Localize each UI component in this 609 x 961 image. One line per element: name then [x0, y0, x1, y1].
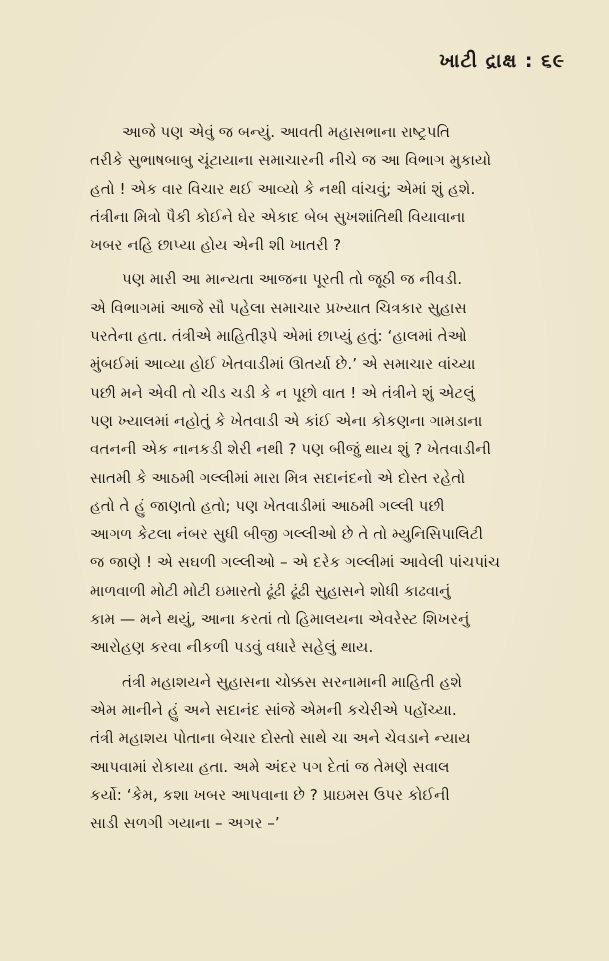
text-line: આપવામાં રોકાયા હતા. અમે અંદર પગ દેતાં જ તેમણે સવાલ	[90, 757, 450, 776]
text-line: ખબર નહિ છાપ્યા હોય એની શી ખાતરી ?	[90, 236, 342, 255]
text-line: હતો ! એક વાર વિચાર થઈ આવ્યો કે નથી વાંચવું; એમાં શું હશે.	[90, 179, 476, 198]
text-line: એ વિભાગમાં આજે સૌ પહેલા સમાચાર પ્રખ્યાત ચિત્રકાર સુહાસ	[90, 298, 467, 317]
text-line: તરીકે સુભાષબાબુ ચૂંટાયાના સમાચારની નીચે જ આ વિભાગ મુકાયો	[90, 151, 492, 170]
paragraph-3	[90, 668, 576, 838]
running-header: ખાટી દ્રાક્ષ : ૬૯	[439, 50, 565, 72]
text-line: એમ માનીને હું અને સદાનંદ સાંજે એમની કચેરીએ પહોંચ્યા.	[90, 700, 457, 719]
text-line: પછી મને એવી તો ચીડ ચડી કે ન પૂછો વાત ! એ તંત્રીને શું એટલું	[90, 383, 475, 402]
text-line: તંત્રી મહાશય પોતાના બેચાર દોસ્તો સાથે ચા અને ચેવડાને ન્યાય	[90, 729, 471, 748]
text-line: માળવાળી મોટી મોટી ઇમારતો ઢૂંઢી ઢૂંઢી સુહાસને શોધી કાઢવાનું	[90, 581, 451, 600]
text-line: પણ ખ્યાલમાં નહોતું કે ખેતવાડી એ કાંઈ એના કોકણના ગામડાના	[90, 411, 483, 430]
text-line: જ જાણે ! એ સઘળી ગલ્લીઓ – એ દરેક ગલ્લીમાં આવેલી પાંચપાંચ	[90, 553, 501, 572]
text-line: સાતમી કે આઠમી ગલ્લીમાં મારા મિત્ર સદાનંદનો એ દોસ્ત રહેતો	[90, 468, 466, 487]
text-line: પણ મારી આ માન્યતા આજના પૂરતી તો જૂઠી જ નીવડી.	[122, 270, 463, 289]
text-line: કામ — મને થયું, આના કરતાં તો હિમાલયના એવરેસ્ટ શિખરનું	[90, 610, 470, 629]
text-line: આગળ કેટલા નંબર સુધી બીજી ગલ્લીઓ છે તે તો મ્યુનિસિપાલિટી	[90, 525, 484, 544]
text-line: વતનની એક નાનકડી શેરી નથી ? પણ બીજું થાય શું ? ખેતવાડીની	[90, 440, 492, 459]
text-line: આજે પણ એવું જ બન્યું. આવતી મહાસભાના રાષ્ટ્રપતિ	[122, 123, 451, 141]
paragraph-1	[90, 118, 576, 259]
text-line: હતો તે હું જાણતો હતો; પણ ખેતવાડીમાં આઠમી ગલ્લી પછી	[90, 496, 445, 515]
paragraph-2	[90, 265, 576, 661]
text-line: કર્યો: ‘કેમ, કશા ખબર આપવાના છે ? પ્રાઇમસ ઉપર કોઈની	[90, 785, 450, 804]
text-line: તંત્રી મહાશયને સુહાસના ચોક્કસ સરનામાની માહિતી હશે	[122, 672, 463, 691]
text-line: સાડી સળગી ગયાના – અગર –’	[90, 814, 280, 833]
text-line: આરોહણ કરવા નીકળી પડવું વધારે સહેલું થાય.	[90, 638, 374, 657]
text-line: પરતેના હતા. તંત્રીએ માહિતીરૂપે એમાં છાપ્યું હતું: ‘હાલમાં તેઓ	[90, 327, 467, 346]
body-text	[90, 118, 576, 837]
text-line: મુંબઈમાં આવ્યા હોઈ ખેતવાડીમાં ઊતર્યા છે.’ એ સમાચાર વાંચ્યા	[90, 355, 476, 374]
text-line: તંત્રીના મિત્રો પૈકી કોઈને ઘેર એકાદ બેબ સુખશાંતિથી વિયાવાના	[90, 207, 466, 226]
